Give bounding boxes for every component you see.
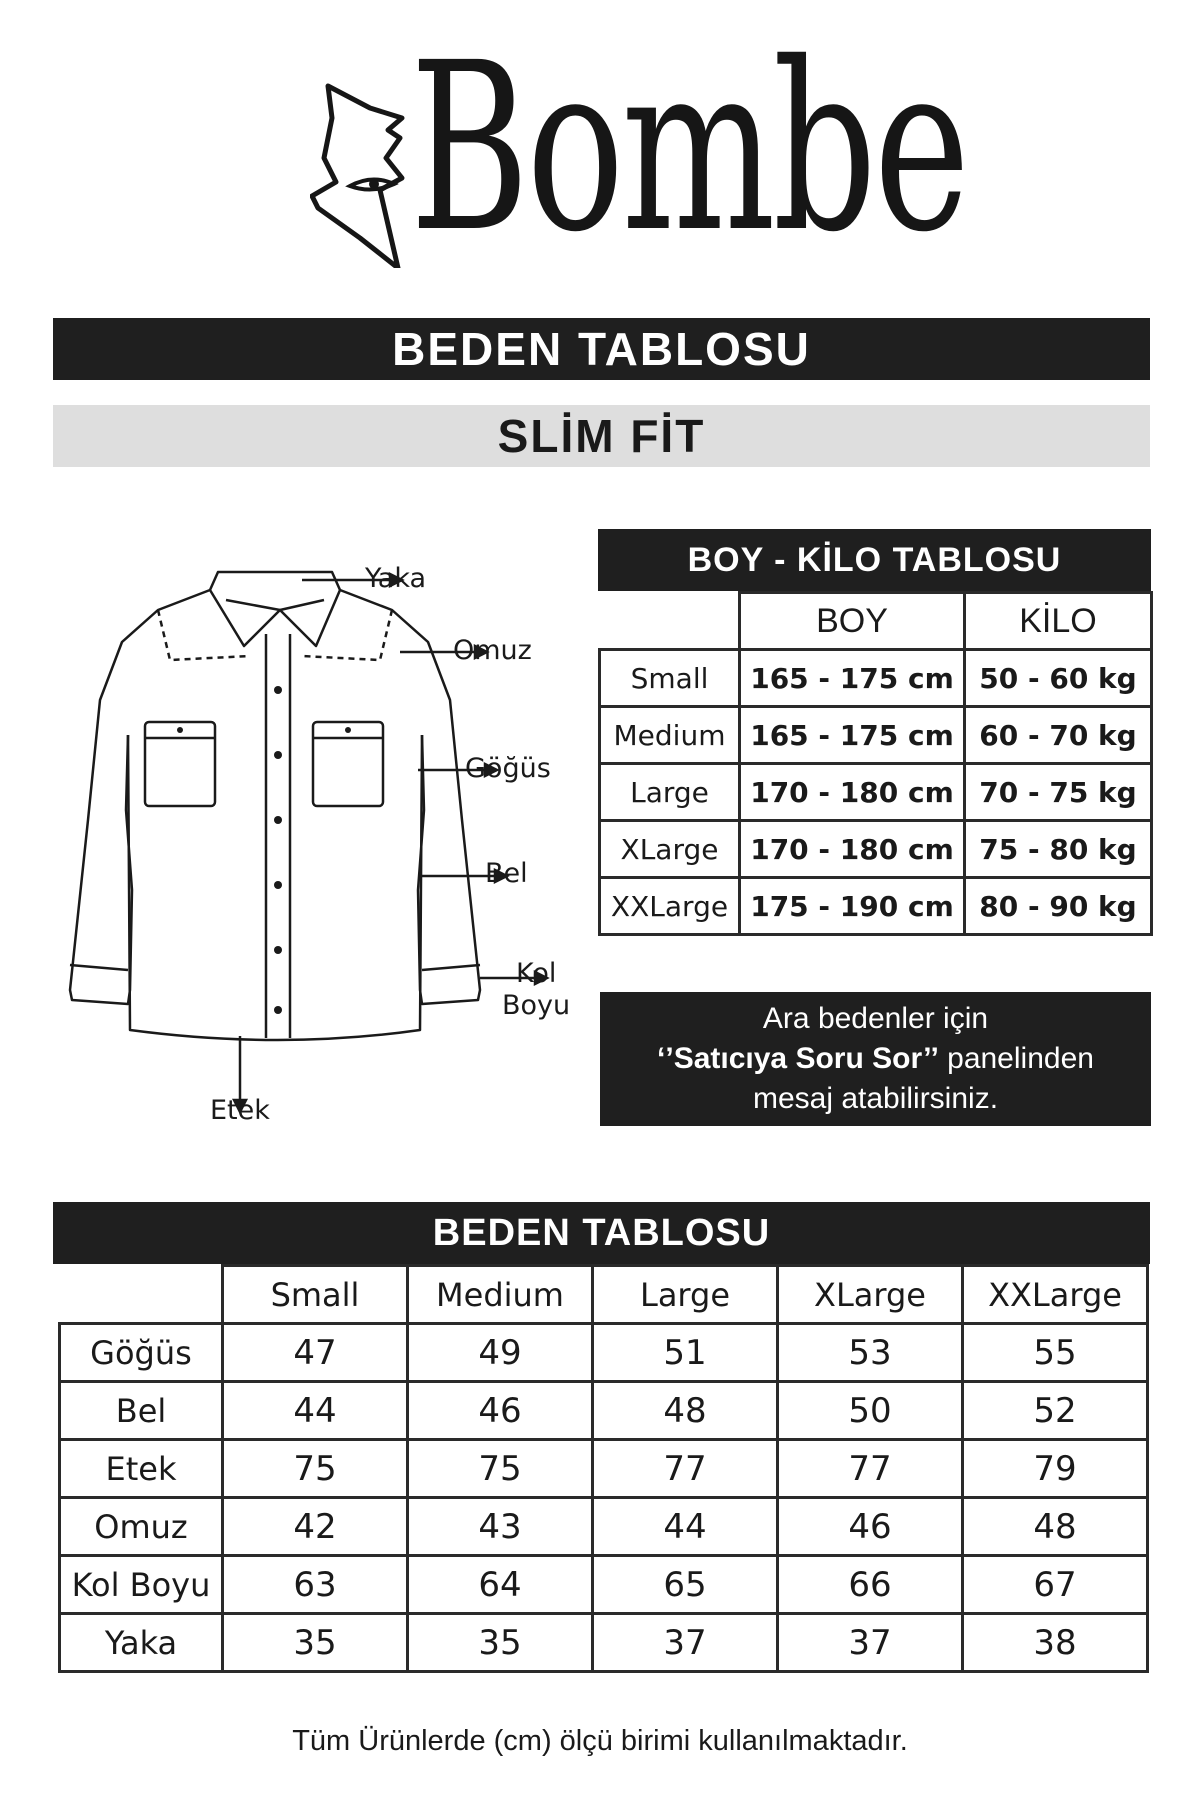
size-cell: 52 <box>963 1382 1148 1440</box>
size-cell: 79 <box>963 1440 1148 1498</box>
table-row <box>60 1324 1148 1382</box>
size-cell: 38 <box>963 1614 1148 1672</box>
size-row-label: Kol Boyu <box>60 1556 223 1614</box>
page-title-banner: BEDEN TABLOSU <box>53 318 1150 380</box>
note-line-1: Ara bedenler için <box>762 1002 989 1035</box>
label-bel: Bel <box>485 858 528 889</box>
size-cell: 48 <box>963 1498 1148 1556</box>
size-row-label: Omuz <box>60 1498 223 1556</box>
hw-size: Large <box>600 764 740 821</box>
hw-size: XLarge <box>600 821 740 878</box>
size-cell: 64 <box>408 1556 593 1614</box>
size-cell: 44 <box>593 1498 778 1556</box>
table-row <box>60 1498 1148 1556</box>
shirt-outline <box>70 572 480 1040</box>
label-gogus: Göğüs <box>465 753 551 784</box>
size-table <box>58 1264 1149 1673</box>
table-row <box>60 1556 1148 1614</box>
hw-kilo: 75 - 80 kg <box>965 821 1152 878</box>
hw-kilo: 50 - 60 kg <box>965 650 1152 707</box>
hw-kilo: 80 - 90 kg <box>965 878 1152 935</box>
hw-header-boy: BOY <box>740 593 965 650</box>
hw-size: XXLarge <box>600 878 740 935</box>
size-row-label: Etek <box>60 1440 223 1498</box>
note-line-3: mesaj atabilirsiniz. <box>752 1082 999 1115</box>
label-etek: Etek <box>210 1095 270 1126</box>
size-cell: 35 <box>223 1614 408 1672</box>
size-col-header: XLarge <box>778 1266 963 1324</box>
hw-size: Medium <box>600 707 740 764</box>
size-cell: 48 <box>593 1382 778 1440</box>
brand-name: Bombe <box>410 13 968 283</box>
table-row <box>60 1382 1148 1440</box>
size-note <box>600 992 1151 1126</box>
hw-boy: 170 - 180 cm <box>740 764 965 821</box>
table-row <box>600 650 1152 707</box>
size-row-label: Göğüs <box>60 1324 223 1382</box>
brand-logo <box>310 13 968 290</box>
size-col-header: Large <box>593 1266 778 1324</box>
size-cell: 53 <box>778 1324 963 1382</box>
size-cell: 37 <box>778 1614 963 1672</box>
size-cell: 37 <box>593 1614 778 1672</box>
size-cell: 49 <box>408 1324 593 1382</box>
size-cell: 75 <box>223 1440 408 1498</box>
hw-boy: 175 - 190 cm <box>740 878 965 935</box>
size-cell: 42 <box>223 1498 408 1556</box>
hw-kilo: 70 - 75 kg <box>965 764 1152 821</box>
label-kol: Kol <box>516 958 557 989</box>
size-col-header: XXLarge <box>963 1266 1148 1324</box>
size-col-header: Small <box>223 1266 408 1324</box>
size-header-row <box>60 1266 1148 1324</box>
label-boyu: Boyu <box>502 990 571 1021</box>
size-cell: 77 <box>593 1440 778 1498</box>
note-line-2 <box>657 1039 1094 1079</box>
hw-corner-cell <box>600 593 740 650</box>
size-col-header: Medium <box>408 1266 593 1324</box>
table-row <box>600 764 1152 821</box>
size-cell: 46 <box>408 1382 593 1440</box>
size-cell: 63 <box>223 1556 408 1614</box>
hw-header-kilo: KİLO <box>965 593 1152 650</box>
size-cell: 67 <box>963 1556 1148 1614</box>
size-cell: 66 <box>778 1556 963 1614</box>
table-row <box>600 878 1152 935</box>
size-cell: 51 <box>593 1324 778 1382</box>
hw-boy: 170 - 180 cm <box>740 821 965 878</box>
note-line-2-bold: ‘’Satıcıya Soru Sor’’ <box>657 1042 939 1075</box>
hw-boy: 165 - 175 cm <box>740 650 965 707</box>
size-row-label: Bel <box>60 1382 223 1440</box>
size-cell: 77 <box>778 1440 963 1498</box>
table-row <box>600 821 1152 878</box>
size-cell: 47 <box>223 1324 408 1382</box>
fit-banner: SLİM FİT <box>53 405 1150 467</box>
shirt-buttons <box>177 686 351 1014</box>
size-corner-cell <box>60 1266 223 1324</box>
size-cell: 44 <box>223 1382 408 1440</box>
hw-boy: 165 - 175 cm <box>740 707 965 764</box>
size-cell: 75 <box>408 1440 593 1498</box>
label-yaka: Yaka <box>365 563 427 594</box>
hw-kilo: 60 - 70 kg <box>965 707 1152 764</box>
size-table-title: BEDEN TABLOSU <box>53 1202 1150 1264</box>
wolf-head-icon <box>310 78 405 268</box>
hw-size: Small <box>600 650 740 707</box>
size-cell: 55 <box>963 1324 1148 1382</box>
size-cell: 65 <box>593 1556 778 1614</box>
table-row <box>600 707 1152 764</box>
size-row-label: Yaka <box>60 1614 223 1672</box>
table-row <box>60 1440 1148 1498</box>
size-cell: 35 <box>408 1614 593 1672</box>
hw-table-title: BOY - KİLO TABLOSU <box>598 529 1151 591</box>
note-line-2-rest: panelinden <box>938 1042 1094 1075</box>
size-cell: 50 <box>778 1382 963 1440</box>
table-row <box>60 1614 1148 1672</box>
hw-table <box>598 591 1153 936</box>
footer-note: Tüm Ürünlerde (cm) ölçü birimi kullanılmaktadır. <box>292 1725 908 1757</box>
label-omuz: Omuz <box>453 635 532 666</box>
size-cell: 46 <box>778 1498 963 1556</box>
size-cell: 43 <box>408 1498 593 1556</box>
